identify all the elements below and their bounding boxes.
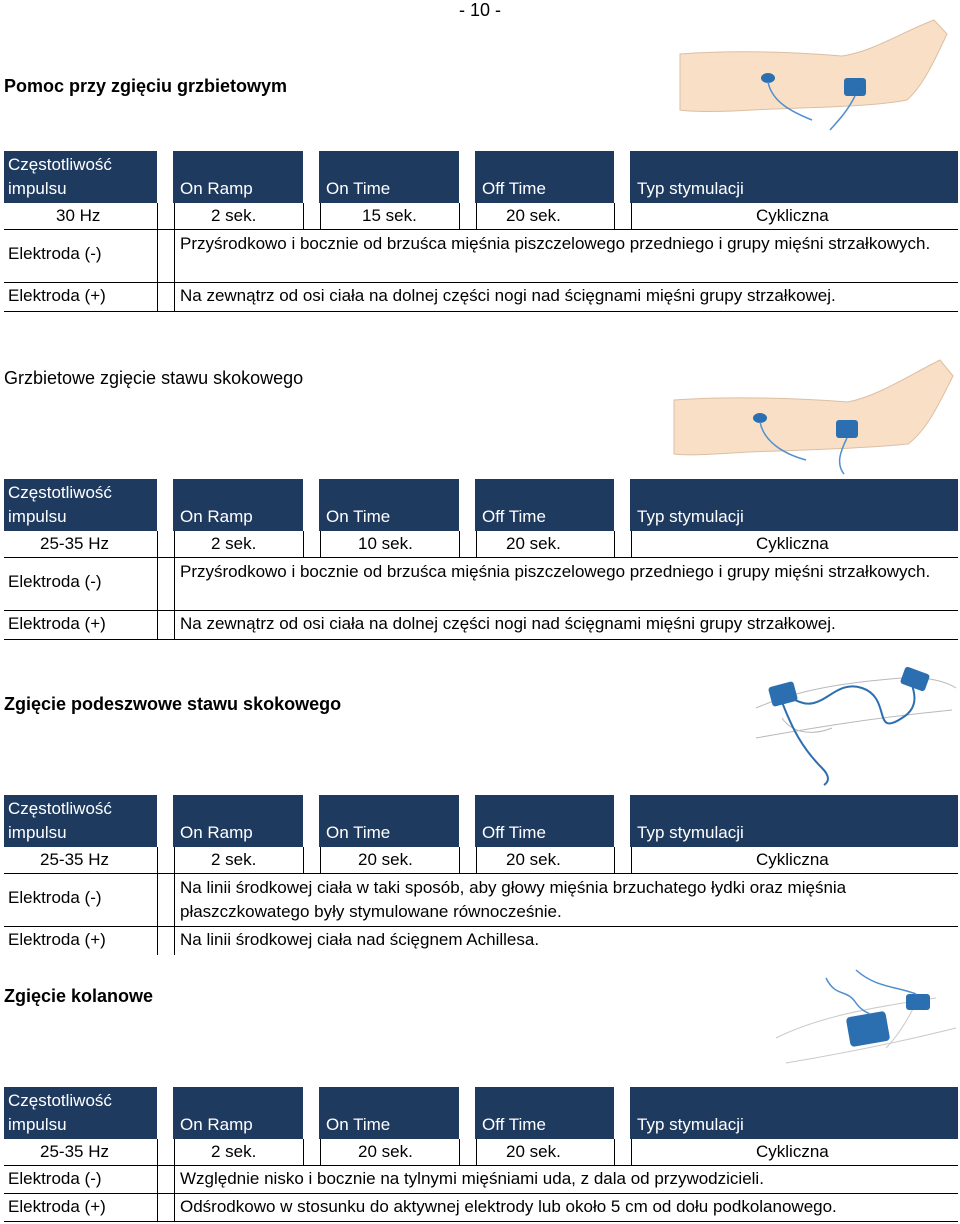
type-value: Cykliczna [756,206,829,225]
electrode-neg-row [4,230,958,283]
page-number: - 10 - [458,0,501,20]
off-time-value: 20 sek. [506,206,561,225]
freq-value: 25-35 Hz [40,850,109,869]
freq-value: 25-35 Hz [40,534,109,553]
electrode-pos-text: Na zewnątrz od osi ciała na dolnej części nogi nad ścięgnami mięśni grupy strzałkowej. [180,286,836,305]
electrode-pos-text: Odśrodkowo w stosunku do aktywnej elektrody lub około 5 cm od dołu podkolanowego. [180,1197,837,1216]
header-off-time: Off Time [482,507,546,526]
electrode-neg-label: Elektroda (-) [8,888,102,907]
electrode-pos-label: Elektroda (+) [8,1197,106,1216]
on-ramp-value: 2 sek. [211,1142,257,1161]
section-title: Pomoc przy zgięciu grzbietowym [4,76,288,96]
header-type: Typ stymulacji [637,507,744,526]
electrode-neg-label: Elektroda (-) [8,1169,102,1188]
parameters-table [4,795,958,955]
values-row [4,531,958,558]
electrode-neg-row [4,874,958,927]
header-type: Typ stymulacji [637,179,744,198]
table-header [4,479,958,531]
parameters-table [4,151,958,312]
table-header [4,1087,958,1139]
section-title: Zgięcie kolanowe [4,986,154,1006]
off-time-value: 20 sek. [506,1142,561,1161]
electrode-neg-row [4,558,958,611]
on-ramp-value: 2 sek. [211,534,257,553]
leg-electrodes-illustration [672,12,952,137]
header-freq: Częstotliwość impulsu [8,799,112,842]
section-title: Zgięcie podeszwowe stawu skokowego [4,694,342,714]
on-time-value: 20 sek. [358,1142,413,1161]
electrode-pos-row [4,1194,958,1222]
header-off-time: Off Time [482,823,546,842]
electrode-pos-text: Na linii środkowej ciała nad ścięgnem Achillesa. [180,930,540,949]
electrode-neg-text: Przyśrodkowo i bocznie od brzuśca mięśnia piszczelowego przedniego i grupy mięśni strzałkowych. [180,562,931,581]
header-freq: Częstotliwość impulsu [8,483,112,526]
header-on-time: On Time [326,823,391,842]
header-on-time: On Time [326,1115,391,1134]
header-on-ramp: On Ramp [180,823,253,842]
header-freq: Częstotliwość impulsu [8,1091,112,1134]
electrode-neg-label: Elektroda (-) [8,244,102,263]
off-time-value: 20 sek. [506,534,561,553]
header-off-time: Off Time [482,179,546,198]
header-on-ramp: On Ramp [180,1115,253,1134]
calf-electrodes-illustration [752,658,958,786]
parameters-table [4,479,958,640]
electrode-pos-label: Elektroda (+) [8,614,106,633]
electrode-neg-label: Elektroda (-) [8,572,102,591]
on-ramp-value: 2 sek. [211,850,257,869]
on-time-value: 20 sek. [358,850,413,869]
header-on-time: On Time [326,179,391,198]
electrode-pos-row [4,611,958,640]
ankle-electrodes-illustration [668,356,958,478]
type-value: Cykliczna [756,850,829,869]
electrode-neg-text: Na linii środkowej ciała w taki sposób, aby głowy mięśnia brzuchatego łydki oraz mięśnia płaszczkowatego były stymulowane równocześnie. [180,878,847,921]
electrode-neg-text: Przyśrodkowo i bocznie od brzuśca mięśnia piszczelowego przedniego i grupy mięśni strzałkowych. [180,234,931,253]
electrode-pos-label: Elektroda (+) [8,286,106,305]
electrode-pos-row [4,283,958,312]
table-header [4,151,958,203]
parameters-table [4,1087,958,1222]
electrode-pos-row [4,927,958,955]
header-on-ramp: On Ramp [180,507,253,526]
knee-electrodes-illustration [766,968,958,1076]
on-time-value: 15 sek. [362,206,417,225]
electrode-neg-text: Względnie nisko i bocznie na tylnymi mięśniami uda, z dala od przywodzicieli. [180,1169,764,1188]
values-row [4,1139,958,1166]
freq-value: 25-35 Hz [40,1142,109,1161]
values-row [4,203,958,230]
on-time-value: 10 sek. [358,534,413,553]
values-row [4,847,958,874]
electrode-neg-row [4,1166,958,1194]
off-time-value: 20 sek. [506,850,561,869]
section-title: Grzbietowe zgięcie stawu skokowego [4,368,304,388]
header-type: Typ stymulacji [637,823,744,842]
freq-value: 30 Hz [56,206,101,225]
table-header [4,795,958,847]
electrode-pos-label: Elektroda (+) [8,930,106,949]
header-on-time: On Time [326,507,391,526]
type-value: Cykliczna [756,534,829,553]
header-on-ramp: On Ramp [180,179,253,198]
header-off-time: Off Time [482,1115,546,1134]
on-ramp-value: 2 sek. [211,206,257,225]
type-value: Cykliczna [756,1142,829,1161]
electrode-pos-text: Na zewnątrz od osi ciała na dolnej części nogi nad ścięgnami mięśni grupy strzałkowej. [180,614,836,633]
header-freq: Częstotliwość impulsu [8,155,112,198]
header-type: Typ stymulacji [637,1115,744,1134]
